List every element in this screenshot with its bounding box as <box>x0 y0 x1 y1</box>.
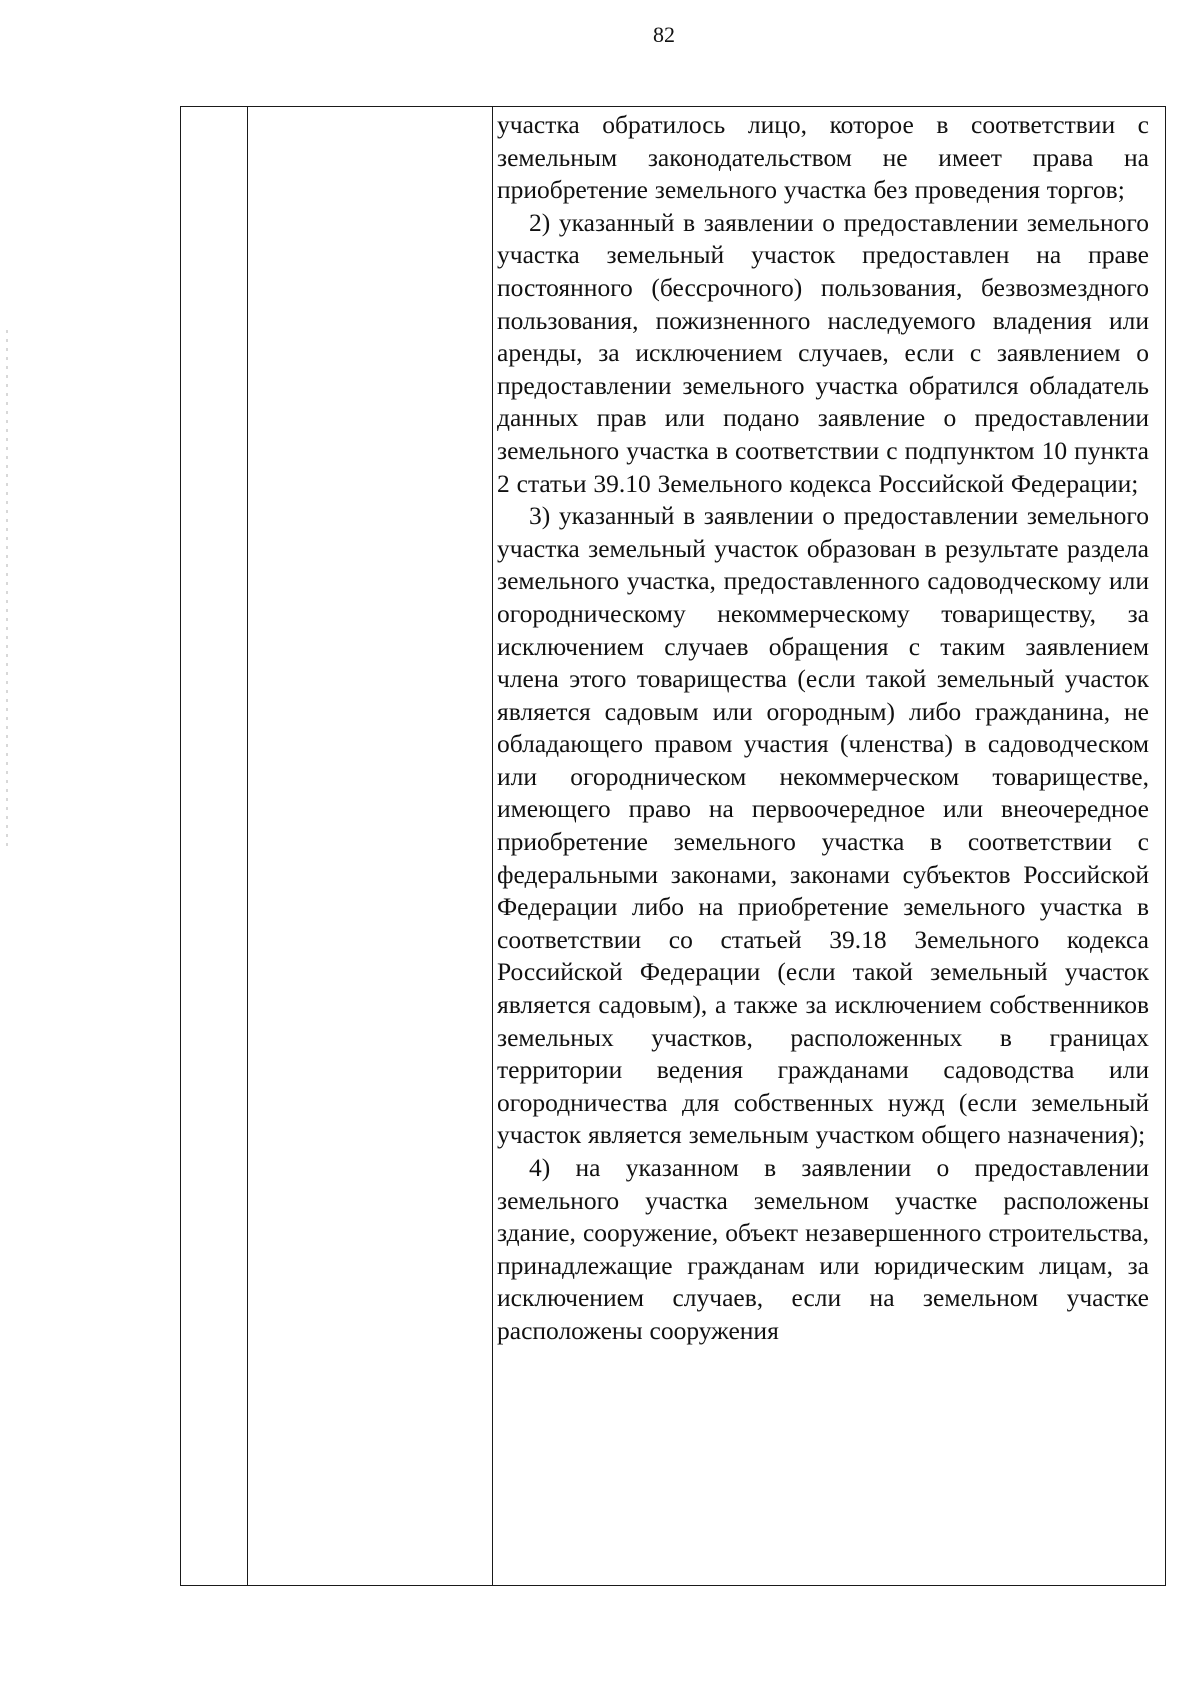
paragraph-item-3: 3) указанный в заявлении о предоставлении земельного участка земельный участок образован в результате раздела земельного участка, предоставленного садоводческому или огородническому некоммерческому товариществу, за исключением случаев обращения с таким заявлением члена этого товарищества (если такой земельный участок является садовым или огородным) либо гражданина, не обладающего правом участия (членства) в садоводческом или огородническом некоммерческом товариществе, имеющего право на первоочередное или внеочередное приобретение земельного участка в соответствии с федеральными законами, законами субъектов Российской Федерации либо на приобретение земельного участка в соответствии со статьей 39.18 Земельного кодекса Российской Федерации (если такой земельный участок является садовым), а также за исключением собственников земельных участков, расположенных в границах территории ведения гражданами садоводства или огородничества для собственных нужд (если земельный участок является земельным участком общего назначения); <box>497 501 1149 1150</box>
paragraph-continuation: участка обратилось лицо, которое в соответствии с земельным законодательством не имеет права на приобретение земельного участка без проведения торгов; <box>497 110 1149 205</box>
paragraph-item-4: 4) на указанном в заявлении о предоставлении земельного участка земельном участке расположены здание, сооружение, объект незавершенного строительства, принадлежащие гражданам или юридическим лицам, за исключением случаев, если на земельном участке расположены сооружения <box>497 1153 1149 1345</box>
column-divider-2 <box>492 107 493 1585</box>
page-number: 82 <box>653 22 675 47</box>
column-divider-1 <box>247 107 248 1585</box>
document-table <box>180 106 1166 1586</box>
scan-edge-artifact <box>6 330 8 850</box>
paragraph-item-2: 2) указанный в заявлении о предоставлении земельного участка земельный участок предоставлен на праве постоянного (бессрочного) пользования, безвозмездного пользования, пожизненного наследуемого владения или аренды, за исключением случаев, если с заявлением о предоставлении земельного участка обратился обладатель данных прав или подано заявление о предоставлении земельного участка в соответствии с подпунктом 10 пункта 2 статьи 39.10 Земельного кодекса Российской Федерации; <box>497 207 1149 498</box>
table-cell-text <box>497 109 1155 1348</box>
